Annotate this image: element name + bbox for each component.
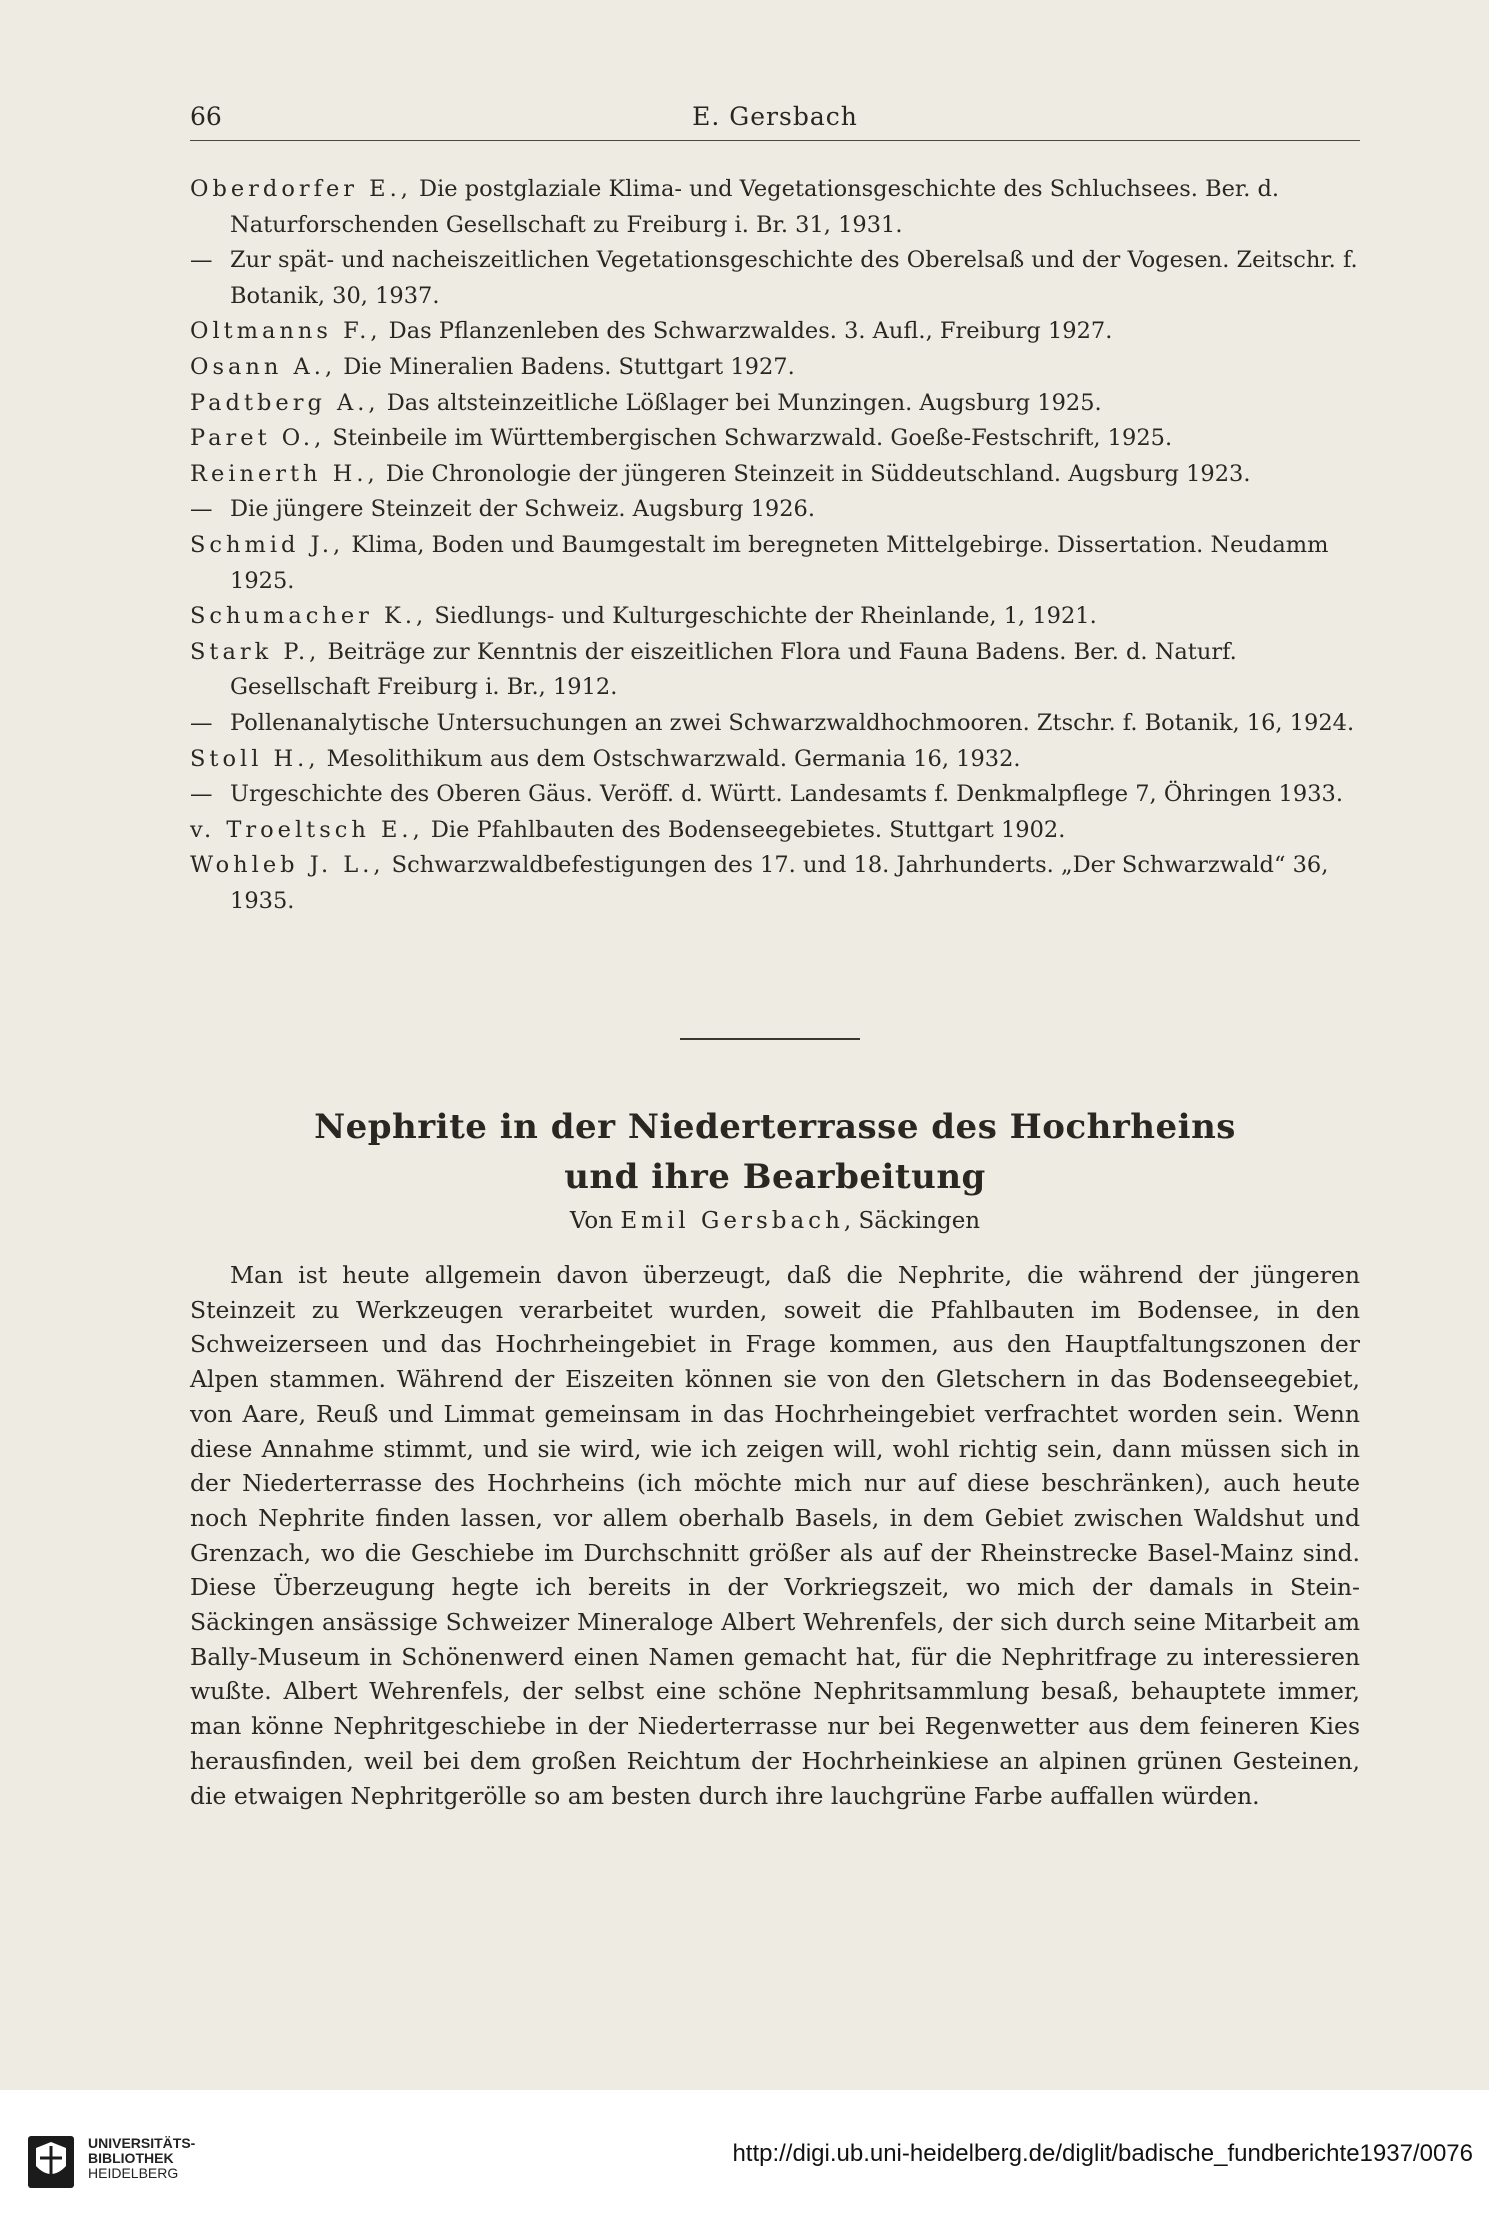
source-url-link[interactable]: http://digi.ub.uni-heidelberg.de/diglit/badische_fundberichte1937/0076 — [732, 2140, 1473, 2167]
entry-text: Die Chronologie der jüngeren Steinzeit in Süddeutschland. Augsburg 1923. — [378, 460, 1251, 487]
entry-author: Oberdorfer E., — [190, 176, 412, 202]
running-title: E. Gersbach — [692, 102, 858, 131]
university-seal-icon — [26, 2132, 76, 2192]
article-title — [190, 1102, 1360, 1202]
entry-text: Steinbeile im Württembergischen Schwarzwald. Goeße-Festschrift, 1925. — [325, 425, 1173, 452]
entry-text: Die jüngere Steinzeit der Schweiz. Augsburg 1926. — [230, 496, 815, 523]
bibliography-entry — [190, 599, 1360, 635]
entry-author: Reinerth H., — [190, 460, 379, 487]
bibliography-entry — [190, 742, 1360, 778]
entry-text: Die Pfahlbauten des Bodenseegebietes. Stuttgart 1902. — [423, 816, 1066, 843]
article-title-line-2: und ihre Bearbeitung — [564, 1157, 986, 1197]
entry-author: Padtberg A., — [190, 389, 380, 416]
library-name-line-2: BIBLIOTHEK — [88, 2150, 174, 2166]
byline-suffix: , Säckingen — [843, 1208, 981, 1234]
byline-author: Emil Gersbach — [620, 1208, 844, 1234]
bibliography-entry — [190, 635, 1360, 706]
entry-text: Zur spät- und nacheiszeitlichen Vegetationsgeschichte des Oberelsaß und der Vogesen. Zeitschr. f. Botanik, 30, 1937. — [230, 247, 1358, 309]
bibliography-entry — [190, 492, 1360, 528]
bibliography-entry — [190, 314, 1360, 350]
entry-author: Paret O., — [190, 425, 326, 452]
entry-text: Beiträge zur Kenntnis der eiszeitlichen Flora und Fauna Badens. Ber. d. Naturf. Gesellschaft Freiburg i. Br., 1912. — [230, 638, 1237, 701]
ditto-dash: — — [190, 781, 213, 808]
bibliography-entry — [190, 243, 1360, 314]
bibliography-entry — [190, 457, 1360, 493]
entry-text: Urgeschichte des Oberen Gäus. Veröff. d. Württ. Landesamts f. Denkmalpflege 7, Öhringen 1933. — [230, 781, 1343, 808]
entry-author: Stoll H., — [190, 745, 320, 772]
entry-text: Schwarzwaldbefestigungen des 17. und 18. Jahrhunderts. „Der Schwarzwald“ 36, 1935. — [230, 852, 1329, 914]
bibliography-entry — [190, 813, 1360, 849]
bibliography-entry — [190, 777, 1360, 813]
ditto-dash: — — [190, 496, 213, 523]
bibliography-entry — [190, 350, 1360, 386]
entry-author: Stark P., — [190, 638, 321, 665]
article-title-line-1: Nephrite in der Niederterrasse des Hochrheins — [314, 1107, 1236, 1147]
entry-author: v. Troeltsch E., — [190, 816, 424, 843]
ditto-dash: — — [190, 247, 213, 274]
ditto-dash: — — [190, 709, 213, 736]
bibliography-entry — [190, 848, 1360, 919]
entry-author: Schmid J., — [190, 531, 345, 558]
entry-author: Schumacher K., — [190, 603, 428, 630]
article-body — [190, 1258, 1360, 1813]
entry-text: Das Pflanzenleben des Schwarzwaldes. 3. Aufl., Freiburg 1927. — [381, 318, 1113, 345]
byline-prefix: Von — [569, 1208, 621, 1234]
page-header — [190, 100, 1360, 141]
entry-text: Klima, Boden und Baumgestalt im beregneten Mittelgebirge. Dissertation. Neudamm 1925. — [230, 531, 1329, 594]
article-byline — [190, 1208, 1360, 1234]
digitization-footer — [0, 2090, 1489, 2227]
entry-author: Wohleb J. L., — [190, 852, 385, 879]
entry-text: Mesolithikum aus dem Ostschwarzwald. Germania 16, 1932. — [319, 745, 1021, 772]
entry-text: Das altsteinzeitliche Lößlager bei Munzingen. Augsburg 1925. — [379, 389, 1102, 416]
library-name-line-1: UNIVERSITÄTS- — [88, 2135, 196, 2151]
library-name — [88, 2136, 195, 2181]
bibliography-entry — [190, 172, 1360, 243]
entry-text: Pollenanalytische Untersuchungen an zwei Schwarzwaldhochmooren. Ztschr. f. Botanik, 16, 1924. — [230, 709, 1355, 736]
library-name-line-3: HEIDELBERG — [88, 2165, 179, 2181]
entry-text: Siedlungs- und Kulturgeschichte der Rheinlande, 1, 1921. — [427, 603, 1097, 630]
entry-text: Die postglaziale Klima- und Vegetationsgeschichte des Schluchsees. Ber. d. Naturforschenden Gesellschaft zu Freiburg i. Br. 31, 1931. — [230, 176, 1280, 238]
entry-author: Oltmanns F., — [190, 318, 382, 345]
entry-author: Osann A., — [190, 353, 337, 380]
bibliography-entry — [190, 421, 1360, 457]
bibliography-entry — [190, 528, 1360, 599]
section-divider — [680, 1038, 860, 1040]
bibliography-entry — [190, 706, 1360, 742]
entry-text: Die Mineralien Badens. Stuttgart 1927. — [336, 353, 795, 380]
page-number: 66 — [190, 102, 222, 131]
bibliography-entry — [190, 386, 1360, 422]
body-paragraph: Man ist heute allgemein davon überzeugt, daß die Nephrite, die während der jüngeren Steinzeit zu Werkzeugen verarbeitet wurden, soweit die Pfahlbauten im Bodensee, in den Schweizerseen und das Hochrheingebiet in Frage kommen, aus den Hauptfaltungszonen der Alpen stammen. Während der Eiszeiten können sie von den Gletschern in das Bodenseegebiet, von Aare, Reuß und Limmat gemeinsam in das Hochrheingebiet verfrachtet worden sein. Wenn diese Annahme stimmt, und sie wird, wie ich zeigen will, wohl richtig sein, dann müssen sich in der Niederterrasse des Hochrheins (ich möchte mich nur auf diese beschränken), auch heute noch Nephrite finden lassen, vor allem oberhalb Basels, in dem Gebiet zwischen Waldshut und Grenzach, wo die Geschiebe im Durchschnitt größer als auf der Rheinstrecke Basel-Mainz sind. Diese Überzeugung hegte ich bereits in der Vorkriegszeit, wo mich der damals in Stein-Säckingen ansässige Schweizer Mineraloge Albert Wehrenfels, der sich durch seine Mitarbeit am Bally-Museum in Schönenwerd einen Namen gemacht hat, für die Nephritfrage zu interessieren wußte. Albert Wehrenfels, der selbst eine schöne Nephritsammlung besaß, behauptete immer, man könne Nephritgeschiebe in der Niederterrasse nur bei Regenwetter aus dem feineren Kies herausfinden, weil bei dem großen Reichtum der Hochrheinkiese an alpinen grünen Gesteinen, die etwaigen Nephritgerölle so am besten durch ihre lauchgrüne Farbe auffallen würden. — [190, 1261, 1360, 1810]
bibliography-list — [190, 172, 1360, 919]
